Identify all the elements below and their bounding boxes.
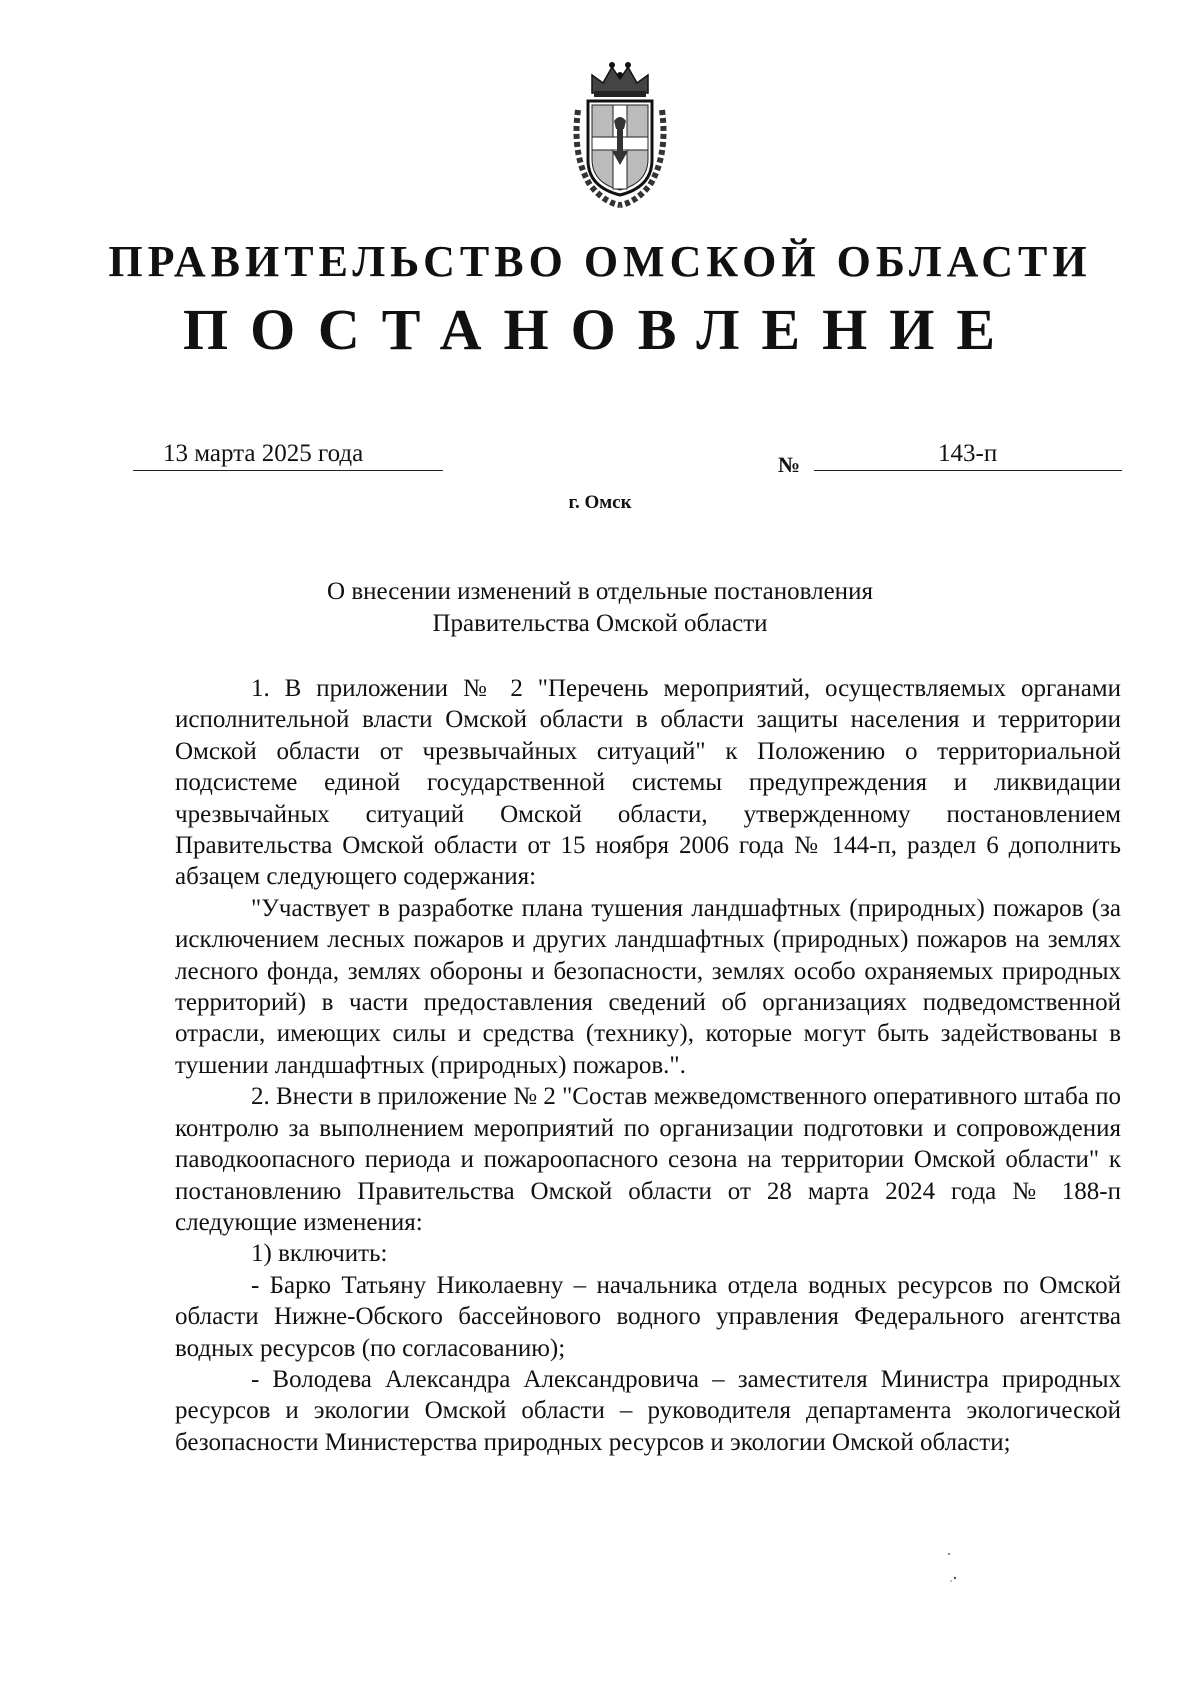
number-label: № (778, 452, 801, 477)
city: г. Омск (568, 492, 632, 513)
scan-specks (945, 1548, 965, 1588)
document-date: 13 марта 2025 года (163, 440, 364, 467)
document-number: 143-п (938, 440, 998, 467)
paragraph: 2. Внести в приложение № 2 "Состав межведомственного оперативного штаба по контролю за выполнением мероприятий по организации подготовки и сопровождения паводкоопасного периода и пожароопасного сезона на территории Омской области" к постановлению Правительства Омской области от 28 марта 2024 года № 188-п следующие изменения: (175, 1083, 1121, 1236)
paragraph: 1) включить: (251, 1240, 388, 1268)
omsk-region-coat-of-arms-icon (570, 55, 670, 210)
document-subject (0, 576, 1200, 640)
paragraph: - Барко Татьяну Николаевну – начальника отдела водных ресурсов по Омской области Нижне-Обского бассейнового водного управления Федерального агентства водных ресурсов (по согласованию); (175, 1271, 1121, 1362)
number-field (814, 438, 1122, 471)
paragraph: - Володева Александра Александровича – заместителя Министра природных ресурсов и экологии Омской области – руководителя департамента экологической безопасности Министерства природных ресурсов и экологии Омской области; (175, 1365, 1121, 1456)
paragraph: 1. В приложении № 2 "Перечень мероприятий, осуществляемых органами исполнительной власти Омской области в области защиты населения и территории Омской области от чрезвычайных ситуаций" к Положению о территориальной подсистеме единой государственной системы предупреждения и ликвидации чрезвычайных ситуаций Омской области, утвержденному постановлением Правительства Омской области от 15 ноября 2006 года № 144-п, раздел 6 дополнить абзацем следующего содержания: (175, 675, 1121, 891)
subject-line: Правительства Омской области (432, 610, 768, 637)
date-field (133, 438, 443, 471)
subject-line: О внесении изменений в отдельные постановления (327, 578, 873, 605)
document-body (175, 673, 1121, 1458)
document-type-title: ПОСТАНОВЛЕНИЕ (182, 297, 1018, 362)
paragraph: "Участвует в разработке плана тушения ландшафтных (природных) пожаров (за исключением лесных пожаров и других ландшафтных (природных) пожаров на землях лесного фонда, землях обороны и безопасности, землях особо охраняемых природных территорий) в части предоставления сведений об организациях подведомственной отрасли, имеющих силы и средства (технику), которые могут быть задействованы в тушении ландшафтных (природных) пожаров.". (175, 894, 1121, 1079)
organization-title: ПРАВИТЕЛЬСТВО ОМСКОЙ ОБЛАСТИ (108, 237, 1092, 286)
